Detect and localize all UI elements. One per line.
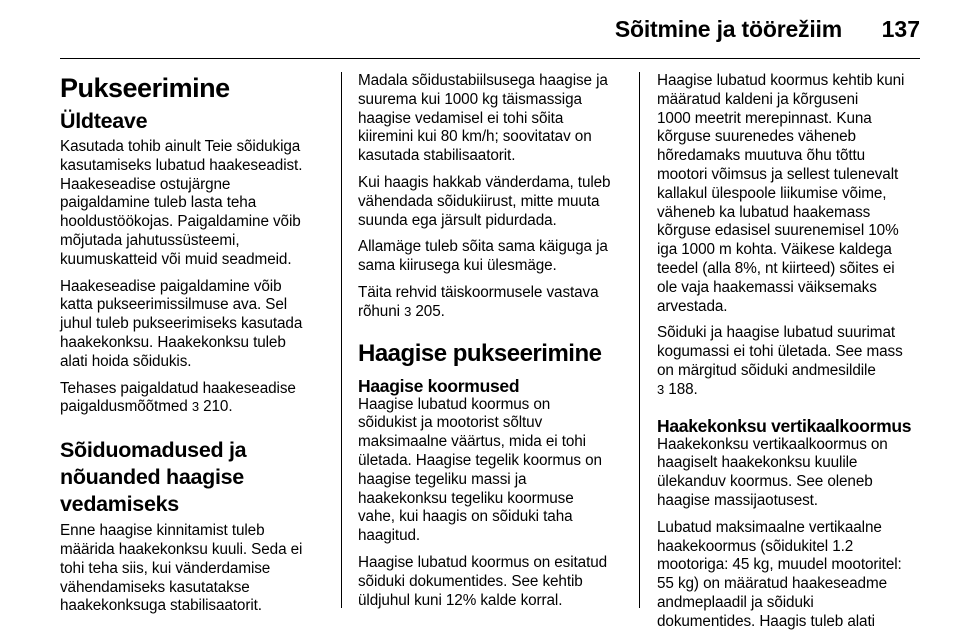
paragraph-with-reference [60,380,330,418]
paragraph: Haagise lubatud koormus on esitatud sõiduki dokumentides. See kehtib üldjuhul kuni 12% kalde korral. [358,553,608,609]
paragraph: Enne haagise kinnitamist tuleb määrida haakekonksu kuuli. Seda ei tohi teha siis, kui vänderdamise vähendamiseks kasutatakse haakekonksuga stabilisaatorit. [60,522,303,615]
paragraph: Madala sõidustabiilsusega haagise ja suurema kui 1000 kg täismassiga haagise vedamisel ei tohi sõita kiiremini kui 80 km/h; soovitatav on kasutada stabilisaatorit. [358,72,608,165]
column-divider-1 [341,72,342,608]
header-divider [60,58,920,59]
subheading-driving-characteristics: Sõiduomadused ja nõuanded haagise vedamiseks [60,438,247,517]
paragraph-text: Sõiduki ja haagise lubatud suurimat kogumassi ei tohi ületada. See mass on märgitud sõiduki andmesildile [657,324,903,379]
section-heading-trailer-towing: Haagise pukseerimine [358,339,602,367]
paragraph: Haagise lubatud koormus on sõidukist ja mootorist sõltuv maksimaalne väärtus, mida ei tohi ületada. Haagise tegelik koormus on haagise tegeliku massi ja haakekonksu tegeliku koormuse vahe, kui haagis on sõiduki taha haagitud. [358,395,602,545]
paragraph-text: Täita rehvid täiskoormusele vastava rõhuni [358,283,599,320]
column-1 [60,72,330,624]
subheading-coupling-load: Haakekonksu vertikaalkoormus [657,415,912,436]
page-reference-arrow-icon: 3 [191,399,199,415]
column-2 [358,72,630,618]
column-3 [657,72,927,640]
page-number: 137 [881,16,920,42]
page-reference[interactable]: 210. [203,398,233,416]
page-header [0,0,960,58]
paragraph-with-reference [657,324,927,399]
paragraph: Allamäge tuleb sõita sama käiguga ja sama kiirusega kui ülesmäge. [358,238,608,275]
paragraph: Haagise lubatud koormus kehtib kuni määratud kaldeni ja kõrguseni 1000 meetrit merepinnast. Kuna kõrguse suurenedes väheneb hõredamaks muutuva õhu tõttu mootori võimsus ja sellest tulenevalt kallakul ülespoole liikumise võime, väheneb ka lubatud haakemass kõrguse edasisel suurenemisel 10% iga 1000 m kohta. Väikese kaldega teedel (alla 8%, nt kiirteed) sõites ei ole vaja haakemassi väiksemaks arvestada. [657,72,905,315]
subheading-general: Üldteave [60,109,148,133]
paragraph: Kasutada tohib ainult Teie sõidukiga kasutamiseks lubatud haakeseadist. Haakeseadise ostujärgne paigaldamine tuleb lasta teha hooldustöökojas. Paigaldamine võib mõjutada jahutussüsteemi, kuumuskatteid või muid seadmeid. [60,138,303,268]
paragraph: Haakekonksu vertikaalkoormus on haagiselt haakekonksu kuulile ülekanduv koormus. See oleneb haagise massijaotusest. [657,435,888,509]
page-reference-arrow-icon: 3 [404,303,412,319]
page-reference[interactable]: 188. [668,380,698,398]
chapter-title: Sõitmine ja töörežiim [614,16,842,42]
paragraph: Lubatud maksimaalne vertikaalne haakekoormus (sõidukitel 1.2 mootoriga: 45 kg, muudel mootoritel: 55 kg) on määratud haakeseadme andmeplaadil ja sõiduki dokumentides. Haagis tuleb alati [657,518,902,630]
column-divider-2 [639,72,640,608]
page-reference-arrow-icon: 3 [657,381,665,397]
paragraph-with-reference [358,284,630,322]
subheading-trailer-loads: Haagise koormused [358,375,520,396]
paragraph-text: Tehases paigaldatud haakeseadise paigaldusmõõtmed [60,379,296,416]
paragraph: Kui haagis hakkab vänderdama, tuleb vähendada sõidukiirust, mitte muuta suunda ega järsult pidurdada. [358,173,611,229]
page-reference[interactable]: 205. [415,302,445,320]
paragraph: Haakeseadise paigaldamine võib katta pukseerimissilmuse ava. Sel juhul tuleb pukseerimiseks kasutada haakekonksu. Haakekonksu tuleb alati hoida sõidukis. [60,277,303,370]
section-heading-towing: Pukseerimine [60,73,230,103]
